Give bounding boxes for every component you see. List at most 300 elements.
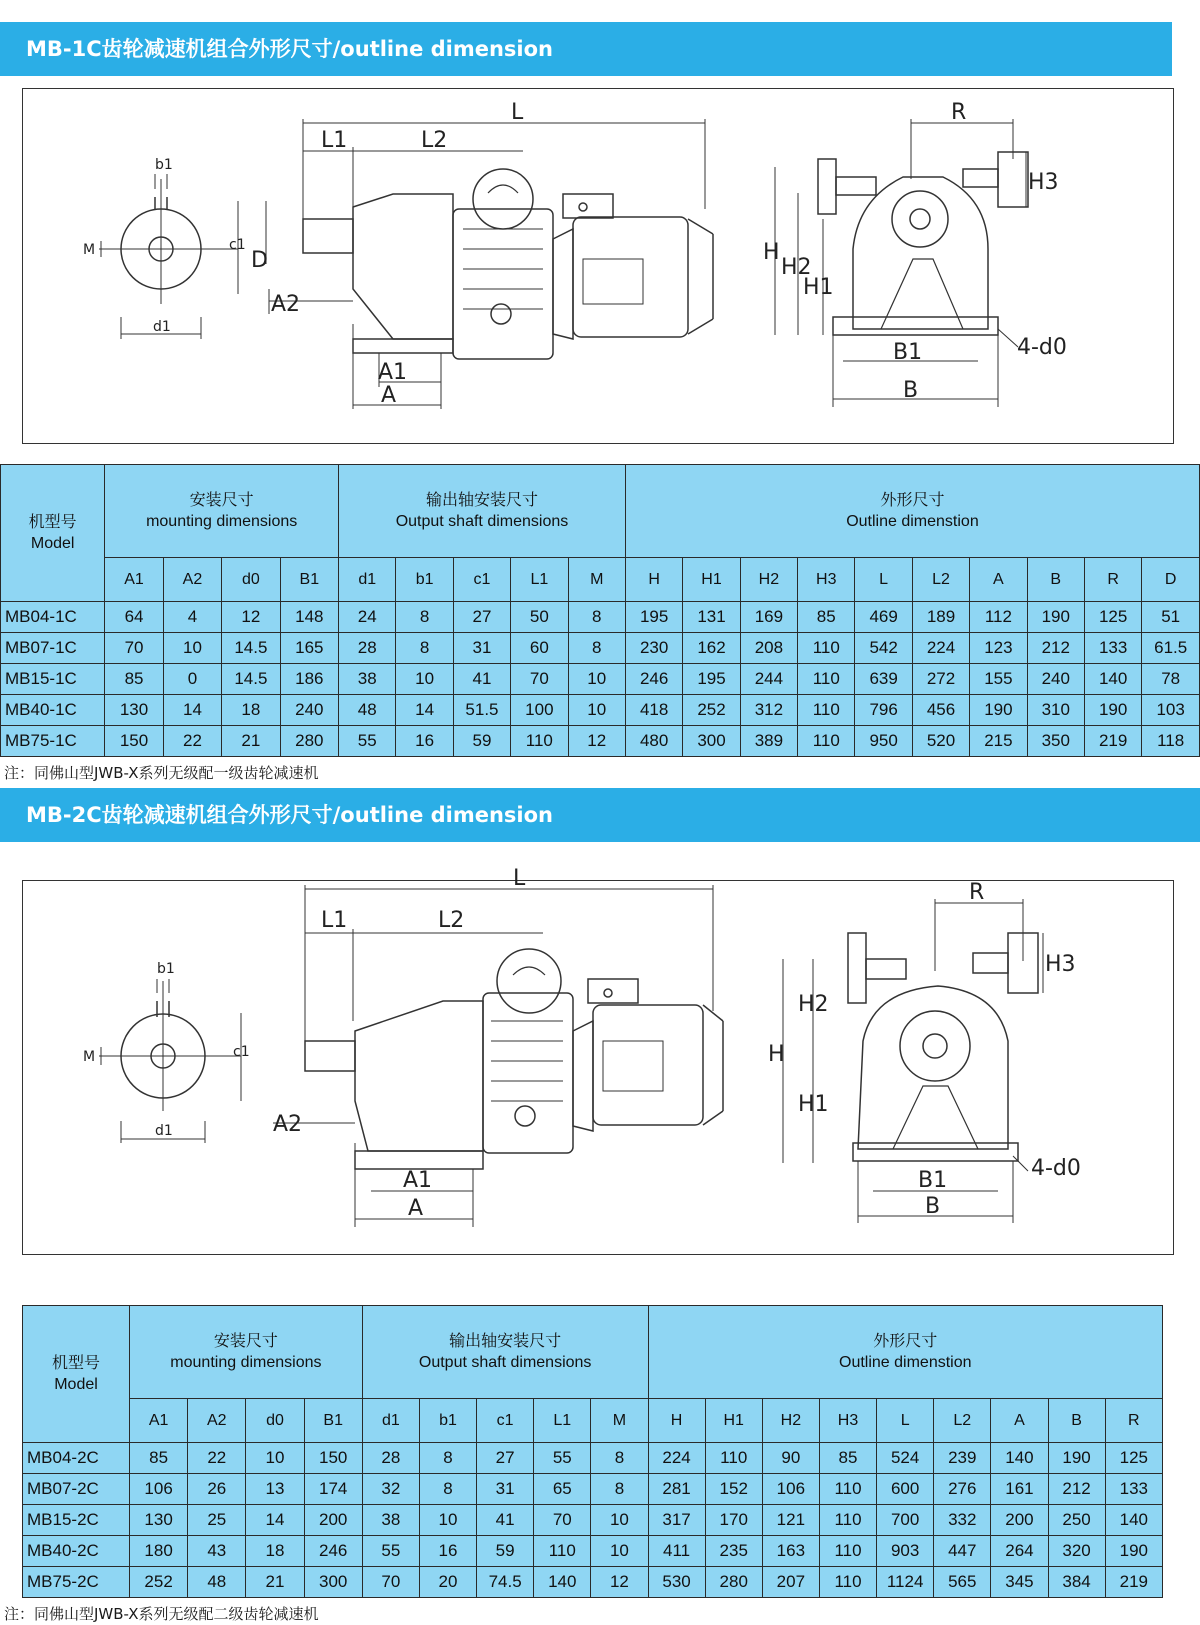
table-cell: 38 xyxy=(362,1505,419,1536)
table-cell: 22 xyxy=(163,726,221,757)
shaft-group-header-2 xyxy=(362,1306,648,1399)
column-header-a1: A1 xyxy=(130,1399,188,1443)
table-cell: 384 xyxy=(1048,1567,1105,1598)
section2-note: 注：同佛山型JWB-X系列无级配二级齿轮减速机 xyxy=(4,1605,319,1623)
model-cell: MB07-2C xyxy=(23,1474,130,1505)
section1-title: MB-1C齿轮减速机组合外形尺寸/outline dimension xyxy=(0,22,1172,76)
table-cell: 140 xyxy=(991,1443,1048,1474)
outline-group-header-2 xyxy=(648,1306,1162,1399)
table-row xyxy=(1,633,1200,664)
table-cell: 123 xyxy=(970,633,1027,664)
label-4-d0: 4-d0 xyxy=(1017,335,1067,360)
table-cell: 41 xyxy=(453,664,510,695)
table-cell: 180 xyxy=(130,1536,188,1567)
table-cell: 239 xyxy=(934,1443,991,1474)
table-cell: 1124 xyxy=(877,1567,934,1598)
label-H2-2: H2 xyxy=(798,992,829,1017)
table-row xyxy=(23,1567,1163,1598)
label-A-2: A xyxy=(408,1196,424,1221)
table-cell: 14.5 xyxy=(222,664,280,695)
table-cell: 600 xyxy=(877,1474,934,1505)
column-header-a2: A2 xyxy=(163,558,221,602)
label-L1-2: L1 xyxy=(321,908,348,933)
model-header-en: Model xyxy=(30,535,75,552)
shaft-group-cn: 输出轴安装尺寸 xyxy=(425,492,538,509)
table-cell: 90 xyxy=(762,1443,819,1474)
column-header-h3: H3 xyxy=(798,558,855,602)
mounting-group-cn-2: 安装尺寸 xyxy=(213,1333,278,1350)
table-cell: 78 xyxy=(1142,664,1200,695)
table-cell: 110 xyxy=(511,726,568,757)
column-header-r: R xyxy=(1105,1399,1162,1443)
table-cell: 55 xyxy=(339,726,396,757)
column-header-m: M xyxy=(568,558,625,602)
table-cell: 22 xyxy=(188,1443,246,1474)
table-cell: 50 xyxy=(511,602,568,633)
table-cell: 530 xyxy=(648,1567,705,1598)
label-b1-2: b1 xyxy=(157,961,175,977)
table-row xyxy=(23,1443,1163,1474)
shaft-end-view xyxy=(99,174,238,339)
table-cell: 28 xyxy=(362,1443,419,1474)
table-cell: 140 xyxy=(534,1567,591,1598)
table-cell: 110 xyxy=(534,1536,591,1567)
table-cell: 18 xyxy=(222,695,280,726)
label-M: M xyxy=(83,242,96,258)
label-R-2: R xyxy=(969,880,985,905)
model-cell: MB07-1C xyxy=(1,633,105,664)
table-cell: 456 xyxy=(912,695,969,726)
column-header-a2: A2 xyxy=(188,1399,246,1443)
column-header-d1: d1 xyxy=(339,558,396,602)
table-cell: 165 xyxy=(280,633,338,664)
table-cell: 25 xyxy=(188,1505,246,1536)
label-H3: H3 xyxy=(1028,170,1059,195)
table-cell: 61.5 xyxy=(1142,633,1200,664)
column-header-l1: L1 xyxy=(511,558,568,602)
table-cell: 8 xyxy=(419,1443,476,1474)
label-B: B xyxy=(903,378,919,403)
outline-group-cn-2: 外形尺寸 xyxy=(873,1333,938,1350)
column-header-m: M xyxy=(591,1399,648,1443)
label-A2-2: A2 xyxy=(273,1112,303,1137)
model-header xyxy=(1,465,105,602)
table-cell: 85 xyxy=(130,1443,188,1474)
column-header-d0: d0 xyxy=(222,558,280,602)
table-cell: 10 xyxy=(396,664,453,695)
table-cell: 65 xyxy=(534,1474,591,1505)
table-cell: 8 xyxy=(419,1474,476,1505)
table-cell: 235 xyxy=(705,1536,762,1567)
outline-group-header xyxy=(625,465,1199,558)
table-cell: 246 xyxy=(304,1536,362,1567)
table-cell: 21 xyxy=(222,726,280,757)
shaft-group-en-2: Output shaft dimensions xyxy=(418,1354,592,1371)
table-cell: 152 xyxy=(705,1474,762,1505)
label-H: H xyxy=(763,240,780,265)
table-cell: 0 xyxy=(163,664,221,695)
table-cell: 250 xyxy=(1048,1505,1105,1536)
table-cell: 110 xyxy=(798,664,855,695)
table-cell: 8 xyxy=(591,1474,648,1505)
table-cell: 10 xyxy=(246,1443,304,1474)
table-cell: 4 xyxy=(163,602,221,633)
table-cell: 252 xyxy=(130,1567,188,1598)
table-cell: 18 xyxy=(246,1536,304,1567)
table-cell: 276 xyxy=(934,1474,991,1505)
section2-drawing xyxy=(22,866,1174,1255)
table-cell: 186 xyxy=(280,664,338,695)
table-row xyxy=(23,1505,1163,1536)
table-cell: 24 xyxy=(339,602,396,633)
column-header-b: B xyxy=(1027,558,1084,602)
section2-title: MB-2C齿轮减速机组合外形尺寸/outline dimension xyxy=(0,788,1200,842)
shaft-group-cn-2: 输出轴安装尺寸 xyxy=(449,1333,562,1350)
table-cell: 32 xyxy=(362,1474,419,1505)
table-cell: 10 xyxy=(591,1505,648,1536)
outline-group-cn: 外形尺寸 xyxy=(880,492,945,509)
table-cell: 10 xyxy=(591,1536,648,1567)
section1-note: 注：同佛山型JWB-X系列无级配一级齿轮减速机 xyxy=(4,764,319,782)
table-cell: 418 xyxy=(625,695,682,726)
table-cell: 252 xyxy=(683,695,740,726)
table-cell: 200 xyxy=(991,1505,1048,1536)
shaft-group-en: Output shaft dimensions xyxy=(395,513,569,530)
label-H2: H2 xyxy=(781,255,812,280)
label-H3-2: H3 xyxy=(1045,952,1076,977)
column-header-l1: L1 xyxy=(534,1399,591,1443)
table-cell: 190 xyxy=(1105,1536,1162,1567)
table-cell: 700 xyxy=(877,1505,934,1536)
table-cell: 85 xyxy=(798,602,855,633)
table-cell: 59 xyxy=(453,726,510,757)
table-cell: 230 xyxy=(625,633,682,664)
table-cell: 64 xyxy=(105,602,163,633)
model-header-cn: 机型号 xyxy=(28,514,77,531)
table-row xyxy=(1,602,1200,633)
table-cell: 38 xyxy=(339,664,396,695)
label-A: A xyxy=(381,383,397,408)
table-cell: 8 xyxy=(568,602,625,633)
table-cell: 48 xyxy=(339,695,396,726)
column-header-b1: b1 xyxy=(419,1399,476,1443)
table-cell: 27 xyxy=(453,602,510,633)
label-L-2: L xyxy=(513,866,526,891)
model-cell: MB04-2C xyxy=(23,1443,130,1474)
table-cell: 125 xyxy=(1084,602,1141,633)
column-header-l: L xyxy=(877,1399,934,1443)
table-row xyxy=(23,1474,1163,1505)
table-cell: 59 xyxy=(477,1536,534,1567)
table-cell: 524 xyxy=(877,1443,934,1474)
table-cell: 14.5 xyxy=(222,633,280,664)
table-cell: 195 xyxy=(625,602,682,633)
table-cell: 208 xyxy=(740,633,797,664)
table-cell: 55 xyxy=(534,1443,591,1474)
table-cell: 106 xyxy=(130,1474,188,1505)
label-L1: L1 xyxy=(321,128,348,153)
column-header-b1: b1 xyxy=(396,558,453,602)
table-cell: 14 xyxy=(163,695,221,726)
model-cell: MB15-2C xyxy=(23,1505,130,1536)
table-cell: 110 xyxy=(819,1505,876,1536)
table-cell: 43 xyxy=(188,1536,246,1567)
column-header-h: H xyxy=(625,558,682,602)
table-cell: 10 xyxy=(568,664,625,695)
column-header-b: B xyxy=(1048,1399,1105,1443)
table-cell: 200 xyxy=(304,1505,362,1536)
front-view-2 xyxy=(783,899,1043,1223)
table-cell: 190 xyxy=(970,695,1027,726)
table-cell: 118 xyxy=(1142,726,1200,757)
model-cell: MB15-1C xyxy=(1,664,105,695)
table-cell: 70 xyxy=(534,1505,591,1536)
table-cell: 12 xyxy=(568,726,625,757)
table-cell: 244 xyxy=(740,664,797,695)
label-d1-2: d1 xyxy=(155,1123,173,1139)
table-row xyxy=(23,1536,1163,1567)
table-cell: 70 xyxy=(105,633,163,664)
table-cell: 148 xyxy=(280,602,338,633)
table-cell: 542 xyxy=(855,633,912,664)
table-cell: 20 xyxy=(419,1567,476,1598)
column-header-a: A xyxy=(970,558,1027,602)
table-cell: 133 xyxy=(1084,633,1141,664)
table-cell: 281 xyxy=(648,1474,705,1505)
shaft-end-view-2 xyxy=(99,979,241,1143)
table-cell: 110 xyxy=(819,1567,876,1598)
table-cell: 272 xyxy=(912,664,969,695)
table-cell: 8 xyxy=(591,1443,648,1474)
table-cell: 110 xyxy=(798,695,855,726)
table-cell: 106 xyxy=(762,1474,819,1505)
model-cell: MB75-2C xyxy=(23,1567,130,1598)
table-cell: 300 xyxy=(683,726,740,757)
table-cell: 140 xyxy=(1084,664,1141,695)
label-H1: H1 xyxy=(803,275,834,300)
table-cell: 13 xyxy=(246,1474,304,1505)
table-cell: 207 xyxy=(762,1567,819,1598)
column-header-c1: c1 xyxy=(477,1399,534,1443)
label-L2: L2 xyxy=(421,128,448,153)
table-cell: 212 xyxy=(1027,633,1084,664)
table-cell: 41 xyxy=(477,1505,534,1536)
table-cell: 8 xyxy=(568,633,625,664)
table-cell: 48 xyxy=(188,1567,246,1598)
table-cell: 565 xyxy=(934,1567,991,1598)
label-R: R xyxy=(951,100,967,125)
column-header-d1: d1 xyxy=(362,1399,419,1443)
mounting-group-cn: 安装尺寸 xyxy=(189,492,254,509)
model-cell: MB04-1C xyxy=(1,602,105,633)
table-cell: 110 xyxy=(798,633,855,664)
section2-drawing-svg xyxy=(23,866,1173,1254)
label-M-2: M xyxy=(83,1049,96,1065)
table-row xyxy=(1,664,1200,695)
table-cell: 140 xyxy=(1105,1505,1162,1536)
outline-group-en-2: Outline dimenstion xyxy=(839,1354,972,1371)
table-cell: 110 xyxy=(819,1536,876,1567)
mounting-group-header xyxy=(105,465,339,558)
label-c1: c1 xyxy=(229,237,246,253)
table-cell: 190 xyxy=(1027,602,1084,633)
table-cell: 174 xyxy=(304,1474,362,1505)
table-cell: 280 xyxy=(280,726,338,757)
model-cell: MB40-2C xyxy=(23,1536,130,1567)
table-cell: 125 xyxy=(1105,1443,1162,1474)
table-cell: 332 xyxy=(934,1505,991,1536)
table-cell: 60 xyxy=(511,633,568,664)
table-cell: 169 xyxy=(740,602,797,633)
column-header-h3: H3 xyxy=(819,1399,876,1443)
table-cell: 8 xyxy=(396,633,453,664)
table-cell: 70 xyxy=(362,1567,419,1598)
table-cell: 639 xyxy=(855,664,912,695)
model-header-en-2: Model xyxy=(54,1376,98,1393)
table-cell: 796 xyxy=(855,695,912,726)
table-cell: 103 xyxy=(1142,695,1200,726)
table-cell: 26 xyxy=(188,1474,246,1505)
column-header-c1: c1 xyxy=(453,558,510,602)
side-view-2 xyxy=(273,885,723,1227)
table-cell: 133 xyxy=(1105,1474,1162,1505)
label-A2: A2 xyxy=(271,292,301,317)
table-cell: 162 xyxy=(683,633,740,664)
column-header-d: D xyxy=(1142,558,1200,602)
side-view xyxy=(266,119,713,409)
model-cell: MB75-1C xyxy=(1,726,105,757)
table-cell: 317 xyxy=(648,1505,705,1536)
column-header-b1: B1 xyxy=(280,558,338,602)
label-A1-2: A1 xyxy=(403,1168,433,1193)
table-cell: 280 xyxy=(705,1567,762,1598)
section2-table xyxy=(22,1305,1163,1598)
table-cell: 8 xyxy=(396,602,453,633)
label-4-d0-2: 4-d0 xyxy=(1031,1156,1081,1181)
table-cell: 312 xyxy=(740,695,797,726)
section1-drawing-svg xyxy=(23,89,1173,443)
table-cell: 163 xyxy=(762,1536,819,1567)
mounting-group-en-2: mounting dimensions xyxy=(170,1354,322,1371)
table-cell: 10 xyxy=(419,1505,476,1536)
table-cell: 55 xyxy=(362,1536,419,1567)
table-cell: 224 xyxy=(648,1443,705,1474)
table-cell: 130 xyxy=(130,1505,188,1536)
table-cell: 310 xyxy=(1027,695,1084,726)
table-cell: 264 xyxy=(991,1536,1048,1567)
table-cell: 70 xyxy=(511,664,568,695)
table-cell: 100 xyxy=(511,695,568,726)
table-cell: 110 xyxy=(705,1443,762,1474)
table-cell: 12 xyxy=(591,1567,648,1598)
table-cell: 85 xyxy=(819,1443,876,1474)
table-cell: 219 xyxy=(1105,1567,1162,1598)
label-H-2: H xyxy=(768,1042,785,1067)
table-cell: 16 xyxy=(396,726,453,757)
table-cell: 389 xyxy=(740,726,797,757)
table-cell: 320 xyxy=(1048,1536,1105,1567)
column-header-h1: H1 xyxy=(683,558,740,602)
table-cell: 246 xyxy=(625,664,682,695)
column-header-r: R xyxy=(1084,558,1141,602)
table-cell: 150 xyxy=(304,1443,362,1474)
table-cell: 240 xyxy=(1027,664,1084,695)
table-cell: 31 xyxy=(477,1474,534,1505)
table-cell: 469 xyxy=(855,602,912,633)
column-header-h2: H2 xyxy=(762,1399,819,1443)
table-cell: 447 xyxy=(934,1536,991,1567)
shaft-group-header xyxy=(339,465,626,558)
table-cell: 14 xyxy=(246,1505,304,1536)
label-H1-2: H1 xyxy=(798,1092,829,1117)
table-cell: 21 xyxy=(246,1567,304,1598)
column-header-l: L xyxy=(855,558,912,602)
table-cell: 14 xyxy=(396,695,453,726)
table-cell: 150 xyxy=(105,726,163,757)
table-cell: 161 xyxy=(991,1474,1048,1505)
table-cell: 189 xyxy=(912,602,969,633)
table-cell: 190 xyxy=(1084,695,1141,726)
column-header-b1: B1 xyxy=(304,1399,362,1443)
table-row xyxy=(1,695,1200,726)
table-cell: 12 xyxy=(222,602,280,633)
column-header-d0: d0 xyxy=(246,1399,304,1443)
table-cell: 130 xyxy=(105,695,163,726)
table-cell: 110 xyxy=(798,726,855,757)
table-cell: 110 xyxy=(819,1474,876,1505)
column-header-h2: H2 xyxy=(740,558,797,602)
table-cell: 950 xyxy=(855,726,912,757)
label-B1: B1 xyxy=(893,340,923,365)
table-cell: 195 xyxy=(683,664,740,695)
table-cell: 190 xyxy=(1048,1443,1105,1474)
table-cell: 345 xyxy=(991,1567,1048,1598)
table-cell: 155 xyxy=(970,664,1027,695)
table-row xyxy=(1,726,1200,757)
table-cell: 520 xyxy=(912,726,969,757)
model-header-2 xyxy=(23,1306,130,1443)
section1-table xyxy=(0,464,1200,757)
label-B-2: B xyxy=(925,1194,941,1219)
table-cell: 903 xyxy=(877,1536,934,1567)
table-cell: 219 xyxy=(1084,726,1141,757)
label-L2-2: L2 xyxy=(438,908,465,933)
outline-group-en: Outline dimenstion xyxy=(846,513,979,530)
table-cell: 121 xyxy=(762,1505,819,1536)
table-cell: 480 xyxy=(625,726,682,757)
label-c1-2: c1 xyxy=(233,1044,250,1060)
label-b1: b1 xyxy=(155,157,173,173)
table-cell: 112 xyxy=(970,602,1027,633)
table-cell: 350 xyxy=(1027,726,1084,757)
label-D: D xyxy=(251,248,268,273)
model-header-cn-2: 机型号 xyxy=(52,1355,101,1372)
table-cell: 10 xyxy=(568,695,625,726)
column-header-a: A xyxy=(991,1399,1048,1443)
table-cell: 51.5 xyxy=(453,695,510,726)
section1-drawing xyxy=(22,88,1174,444)
table-cell: 28 xyxy=(339,633,396,664)
column-header-h: H xyxy=(648,1399,705,1443)
label-B1-2: B1 xyxy=(918,1168,948,1193)
label-A1: A1 xyxy=(378,360,408,385)
table-cell: 27 xyxy=(477,1443,534,1474)
label-L: L xyxy=(511,100,524,125)
table-cell: 74.5 xyxy=(477,1567,534,1598)
table-cell: 240 xyxy=(280,695,338,726)
table-cell: 411 xyxy=(648,1536,705,1567)
table-cell: 300 xyxy=(304,1567,362,1598)
